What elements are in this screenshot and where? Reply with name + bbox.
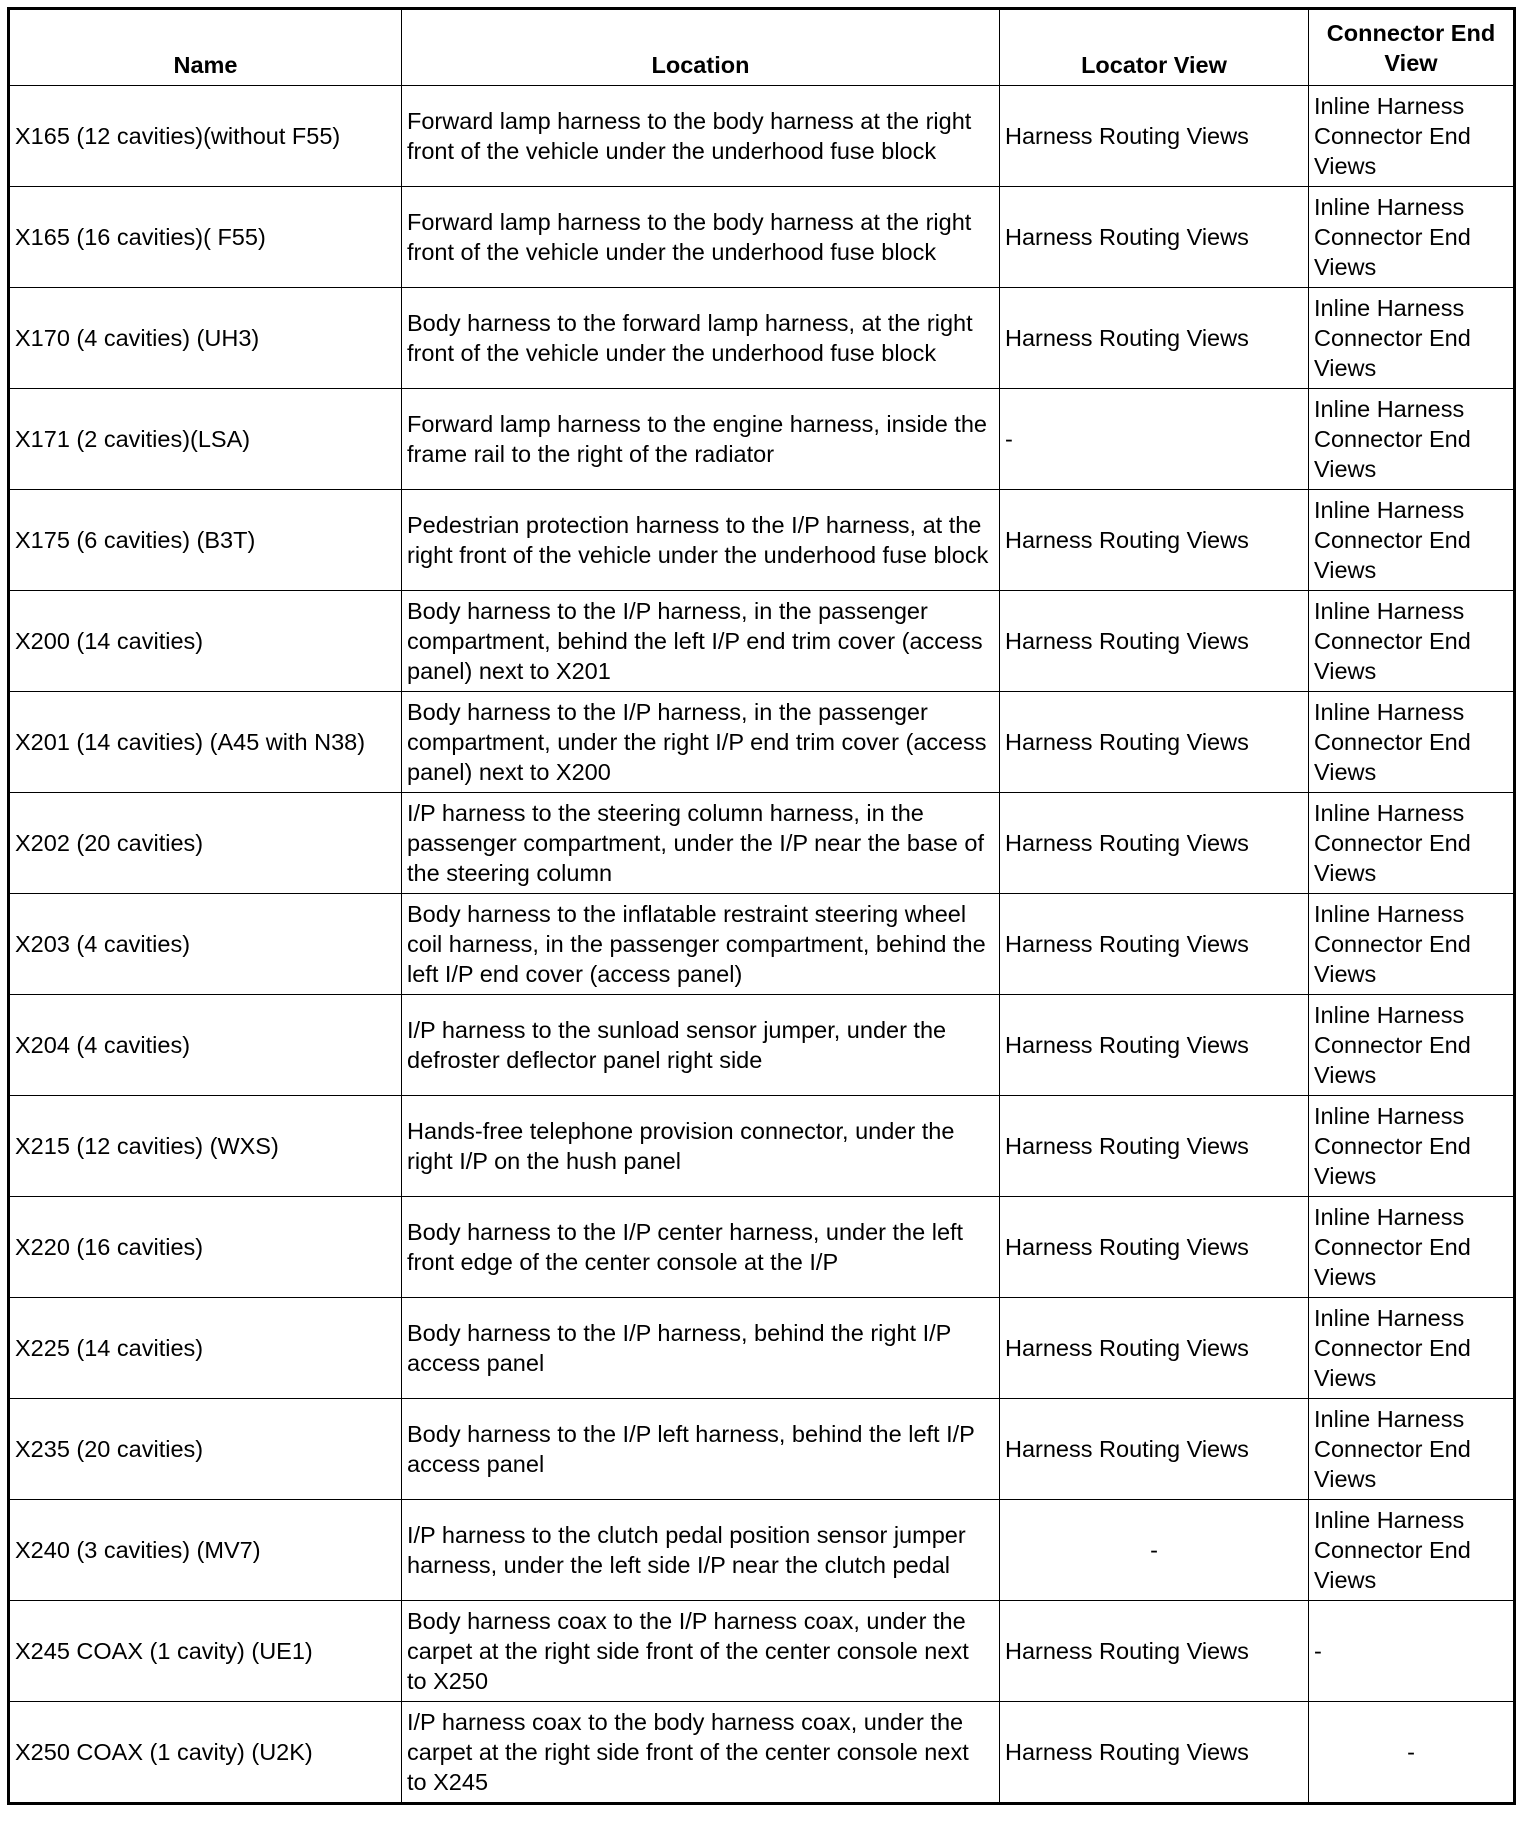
table-row [9,86,1515,187]
header-locator-view: Locator View [1000,9,1309,86]
cell-name: X220 (16 cavities) [9,1197,402,1298]
cell-location: I/P harness to the steering column harness, in the passenger compartment, under the I/P near the base of the steering column [402,793,1000,894]
cell-connector-end-view: Inline Harness Connector End Views [1309,288,1515,389]
cell-location: Body harness to the I/P harness, in the passenger compartment, under the right I/P end trim cover (access panel) next to X200 [402,692,1000,793]
table-row [9,1096,1515,1197]
cell-location: Forward lamp harness to the body harness at the right front of the vehicle under the underhood fuse block [402,187,1000,288]
cell-location: Forward lamp harness to the body harness at the right front of the vehicle under the underhood fuse block [402,86,1000,187]
table-row [9,1601,1515,1702]
cell-connector-end-view: Inline Harness Connector End Views [1309,389,1515,490]
table-row [9,288,1515,389]
cell-name: X175 (6 cavities) (B3T) [9,490,402,591]
cell-locator-view: - [1000,389,1309,490]
cell-name: X201 (14 cavities) (A45 with N38) [9,692,402,793]
cell-location: I/P harness coax to the body harness coax, under the carpet at the right side front of the center console next to X245 [402,1702,1000,1804]
cell-name: X204 (4 cavities) [9,995,402,1096]
cell-locator-view: Harness Routing Views [1000,1197,1309,1298]
header-name: Name [9,9,402,86]
cell-locator-view: Harness Routing Views [1000,490,1309,591]
cell-connector-end-view: Inline Harness Connector End Views [1309,793,1515,894]
cell-connector-end-view: Inline Harness Connector End Views [1309,1399,1515,1500]
cell-locator-view: Harness Routing Views [1000,1702,1309,1804]
cell-connector-end-view: Inline Harness Connector End Views [1309,692,1515,793]
cell-name: X165 (12 cavities)(without F55) [9,86,402,187]
header-row [9,9,1515,86]
cell-name: X245 COAX (1 cavity) (UE1) [9,1601,402,1702]
cell-locator-view: Harness Routing Views [1000,591,1309,692]
cell-location: Body harness to the inflatable restraint steering wheel coil harness, in the passenger compartment, behind the left I/P end cover (access panel) [402,894,1000,995]
table-row [9,591,1515,692]
cell-locator-view: Harness Routing Views [1000,1298,1309,1399]
cell-connector-end-view: - [1309,1702,1515,1804]
table-row [9,692,1515,793]
cell-location: I/P harness to the sunload sensor jumper, under the defroster deflector panel right side [402,995,1000,1096]
cell-name: X250 COAX (1 cavity) (U2K) [9,1702,402,1804]
cell-connector-end-view: Inline Harness Connector End Views [1309,1298,1515,1399]
table-row [9,389,1515,490]
cell-name: X170 (4 cavities) (UH3) [9,288,402,389]
cell-locator-view: - [1000,1500,1309,1601]
cell-name: X240 (3 cavities) (MV7) [9,1500,402,1601]
cell-locator-view: Harness Routing Views [1000,86,1309,187]
cell-locator-view: Harness Routing Views [1000,692,1309,793]
cell-name: X203 (4 cavities) [9,894,402,995]
cell-connector-end-view: Inline Harness Connector End Views [1309,1096,1515,1197]
cell-location: Hands-free telephone provision connector, under the right I/P on the hush panel [402,1096,1000,1197]
table-row [9,1500,1515,1601]
cell-locator-view: Harness Routing Views [1000,187,1309,288]
cell-connector-end-view: Inline Harness Connector End Views [1309,490,1515,591]
cell-locator-view: Harness Routing Views [1000,1096,1309,1197]
connector-table [7,7,1516,1805]
cell-connector-end-view: Inline Harness Connector End Views [1309,591,1515,692]
table-row [9,995,1515,1096]
cell-location: Forward lamp harness to the engine harness, inside the frame rail to the right of the radiator [402,389,1000,490]
cell-locator-view: Harness Routing Views [1000,1601,1309,1702]
table-row [9,1399,1515,1500]
cell-name: X215 (12 cavities) (WXS) [9,1096,402,1197]
cell-connector-end-view: Inline Harness Connector End Views [1309,1500,1515,1601]
table-row [9,187,1515,288]
cell-connector-end-view: - [1309,1601,1515,1702]
table-row [9,490,1515,591]
cell-connector-end-view: Inline Harness Connector End Views [1309,86,1515,187]
cell-locator-view: Harness Routing Views [1000,995,1309,1096]
cell-locator-view: Harness Routing Views [1000,1399,1309,1500]
table-row [9,894,1515,995]
cell-name: X225 (14 cavities) [9,1298,402,1399]
header-location: Location [402,9,1000,86]
cell-location: I/P harness to the clutch pedal position sensor jumper harness, under the left side I/P near the clutch pedal [402,1500,1000,1601]
table-row [9,1702,1515,1804]
cell-location: Body harness to the I/P harness, behind the right I/P access panel [402,1298,1000,1399]
cell-name: X200 (14 cavities) [9,591,402,692]
cell-name: X235 (20 cavities) [9,1399,402,1500]
cell-name: X202 (20 cavities) [9,793,402,894]
cell-location: Pedestrian protection harness to the I/P harness, at the right front of the vehicle under the underhood fuse block [402,490,1000,591]
cell-location: Body harness to the I/P harness, in the passenger compartment, behind the left I/P end trim cover (access panel) next to X201 [402,591,1000,692]
cell-locator-view: Harness Routing Views [1000,288,1309,389]
cell-connector-end-view: Inline Harness Connector End Views [1309,995,1515,1096]
cell-locator-view: Harness Routing Views [1000,894,1309,995]
cell-location: Body harness to the forward lamp harness, at the right front of the vehicle under the underhood fuse block [402,288,1000,389]
table-row [9,1298,1515,1399]
cell-location: Body harness to the I/P left harness, behind the left I/P access panel [402,1399,1000,1500]
cell-connector-end-view: Inline Harness Connector End Views [1309,1197,1515,1298]
cell-connector-end-view: Inline Harness Connector End Views [1309,187,1515,288]
cell-name: X165 (16 cavities)( F55) [9,187,402,288]
cell-location: Body harness to the I/P center harness, under the left front edge of the center console at the I/P [402,1197,1000,1298]
cell-locator-view: Harness Routing Views [1000,793,1309,894]
cell-location: Body harness coax to the I/P harness coax, under the carpet at the right side front of the center console next to X250 [402,1601,1000,1702]
header-connector-end-view: Connector End View [1309,9,1515,86]
table-row [9,1197,1515,1298]
cell-name: X171 (2 cavities)(LSA) [9,389,402,490]
cell-connector-end-view: Inline Harness Connector End Views [1309,894,1515,995]
table-row [9,793,1515,894]
table-body [9,86,1515,1804]
